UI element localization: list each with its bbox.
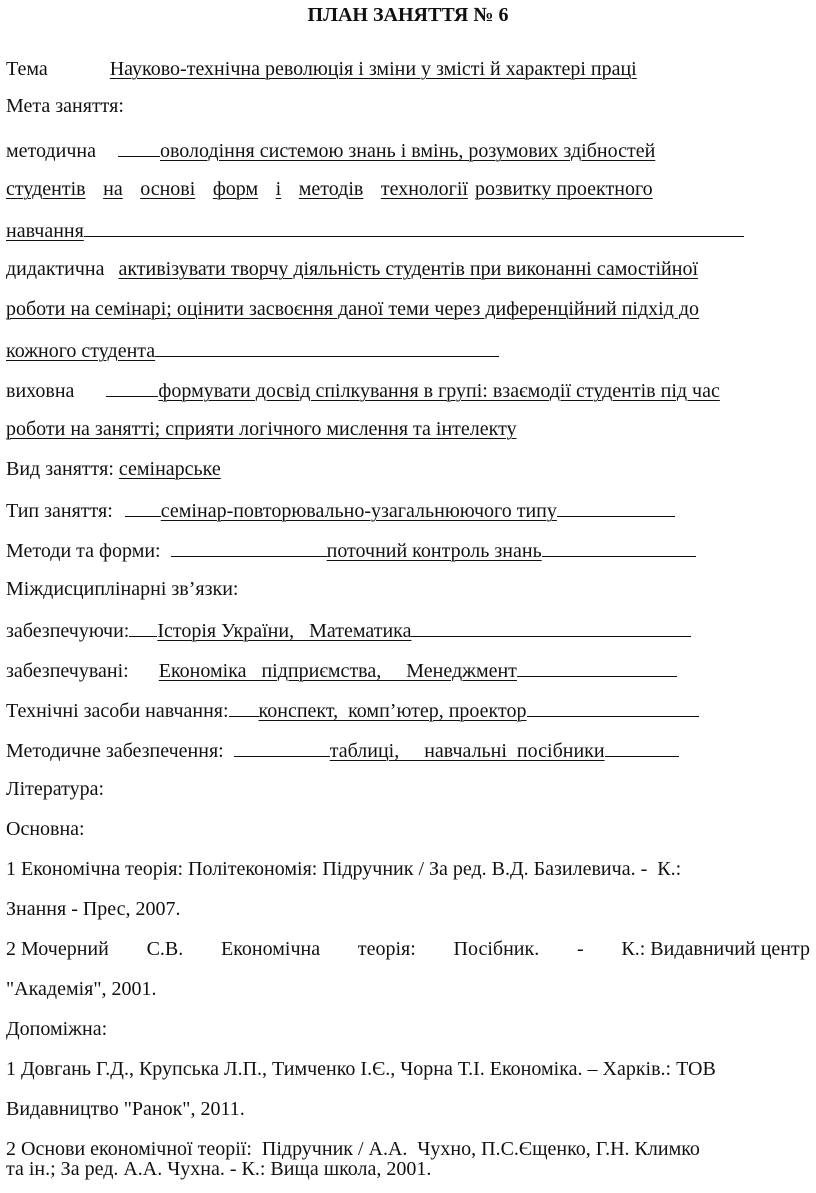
blank-line bbox=[542, 536, 696, 557]
educational-line2: роботи на занятті; сприяти логічного мислення та інтелекту bbox=[6, 418, 517, 440]
basic-item-1-line-2: Знання - Прес, 2007. bbox=[6, 898, 181, 920]
methods-row bbox=[6, 536, 696, 562]
method-support-row bbox=[6, 736, 679, 762]
basic-item-1-line-1: 1 Економічна теорія: Політекономія: Підручник / За ред. В.Д. Базилевича. - К.: bbox=[6, 858, 682, 880]
providing-label: забезпечуючи: bbox=[6, 620, 130, 642]
lesson-type-label: Тип заняття: bbox=[6, 500, 113, 522]
methodical-line2-tail: розвитку проектного bbox=[475, 178, 653, 200]
additional-literature-heading: Допоміжна: bbox=[6, 1018, 108, 1040]
blank-line bbox=[517, 656, 677, 677]
methodical-row bbox=[6, 136, 655, 162]
basic-item-2-word: теорія: bbox=[357, 938, 416, 960]
blank-line bbox=[411, 616, 691, 637]
basic-item-2-line-2: "Академія", 2001. bbox=[6, 978, 157, 1000]
basic-item-2-word: Економічна bbox=[221, 938, 321, 960]
blank-line bbox=[557, 496, 675, 517]
additional-item-1-line-1: 1 Довгань Г.Д., Крупська Л.П., Тимченко І.Є., Чорна Т.І. Економіка. – Харків.: ТОВ bbox=[6, 1058, 716, 1080]
method-support-label: Методичне забезпечення: bbox=[6, 740, 224, 762]
methodical-line1: оволодіння системою знань і вмінь, розумових здібностей bbox=[159, 140, 656, 162]
providing-value: Історія України, Математика bbox=[157, 620, 412, 642]
methodical-word: методів bbox=[298, 178, 364, 200]
lesson-kind-row bbox=[6, 456, 221, 482]
goal-heading: Мета заняття: bbox=[6, 95, 124, 117]
blank-line bbox=[129, 616, 157, 637]
methods-label: Методи та форми: bbox=[6, 540, 161, 562]
interdisciplinary-heading: Міждисциплінарні зв’язки: bbox=[6, 578, 239, 600]
didactic-line1: активізувати творчу діяльність студентів при виконанні самостійної bbox=[118, 258, 699, 280]
topic-value: Науково-технічна революція і зміни у змісті й характері праці bbox=[109, 58, 637, 80]
methodical-label: методична bbox=[6, 140, 96, 162]
providing-row bbox=[6, 616, 691, 642]
methodical-word: на bbox=[103, 178, 123, 200]
didactic-line3: кожного студента bbox=[6, 340, 156, 362]
basic-item-2-word: К.: Видавничий центр bbox=[621, 938, 810, 960]
lesson-type-row bbox=[6, 496, 675, 522]
topic-label: Тема bbox=[6, 58, 48, 80]
tech-means-row bbox=[6, 696, 699, 722]
educational-line2-row bbox=[6, 416, 517, 442]
blank-line bbox=[84, 216, 744, 237]
basic-item-2-word: 2 Мочерний bbox=[6, 938, 109, 960]
basic-literature-heading: Основна: bbox=[6, 818, 85, 840]
didactic-line2-row bbox=[6, 296, 699, 322]
method-support-value: таблиці, навчальні посібники bbox=[329, 740, 605, 762]
blank-line bbox=[125, 496, 161, 517]
methodical-line3-row bbox=[6, 216, 744, 242]
didactic-line3-row bbox=[6, 336, 499, 362]
blank-line bbox=[229, 696, 259, 717]
methodical-word: технології bbox=[380, 178, 468, 200]
didactic-row bbox=[6, 256, 698, 282]
basic-item-2-line-1 bbox=[6, 936, 810, 962]
didactic-line2: роботи на семінарі; оцінити засвоєння даної теми через диференційний підхід до bbox=[6, 298, 700, 320]
additional-item-1-line-2: Видавництво "Ранок", 2011. bbox=[6, 1098, 245, 1120]
educational-line1: формувати досвід спілкування в групі: взаємодії студентів під час bbox=[158, 380, 720, 402]
additional-item-2-line-2: та ін.; За ред. А.А. Чухна. - К.: Вища школа, 2001. bbox=[6, 1158, 432, 1180]
basic-item-2-word: С.В. bbox=[146, 938, 184, 960]
blank-line bbox=[527, 696, 699, 717]
page-title: ПЛАН ЗАНЯТТЯ № 6 bbox=[307, 4, 509, 26]
tech-means-label: Технічні засоби навчання: bbox=[6, 700, 229, 722]
methodical-word: і bbox=[275, 178, 282, 200]
methodical-line2 bbox=[6, 176, 726, 202]
blank-line bbox=[155, 336, 499, 357]
methodical-word: студентів bbox=[6, 178, 86, 200]
methodical-word: основі bbox=[140, 178, 196, 200]
lesson-type-value: семінар-повторювально-узагальнюючого типу bbox=[160, 500, 557, 522]
topic-row bbox=[6, 56, 637, 82]
blank-line bbox=[605, 736, 679, 757]
blank-line bbox=[106, 376, 158, 397]
methods-value: поточний контроль знань bbox=[326, 540, 542, 562]
blank-line bbox=[234, 736, 330, 757]
provided-value: Економіка підприємства, Менеджмент bbox=[158, 660, 517, 682]
basic-item-2-word: - bbox=[576, 938, 584, 960]
didactic-label: дидактична bbox=[6, 258, 105, 280]
provided-label: забезпечувані: bbox=[6, 660, 129, 682]
literature-heading: Література: bbox=[6, 778, 105, 800]
blank-line bbox=[171, 536, 327, 557]
methodical-word: форм bbox=[212, 178, 259, 200]
basic-item-2-word: Посібник. bbox=[453, 938, 540, 960]
provided-row bbox=[6, 656, 677, 682]
tech-means-value: конспект, комп’ютер, проектор bbox=[258, 700, 527, 722]
additional-item-2-line-1: 2 Основи економічної теорії: Підручник / А.А. Чухно, П.С.Єщенко, Г.Н. Климко bbox=[6, 1138, 700, 1160]
lesson-kind-label: Вид заняття: bbox=[6, 458, 114, 480]
educational-row bbox=[6, 376, 720, 402]
lesson-kind-value: семінарське bbox=[118, 458, 221, 480]
blank-line bbox=[118, 136, 160, 157]
educational-label: виховна bbox=[6, 380, 75, 402]
methodical-line3: навчання bbox=[6, 220, 84, 242]
